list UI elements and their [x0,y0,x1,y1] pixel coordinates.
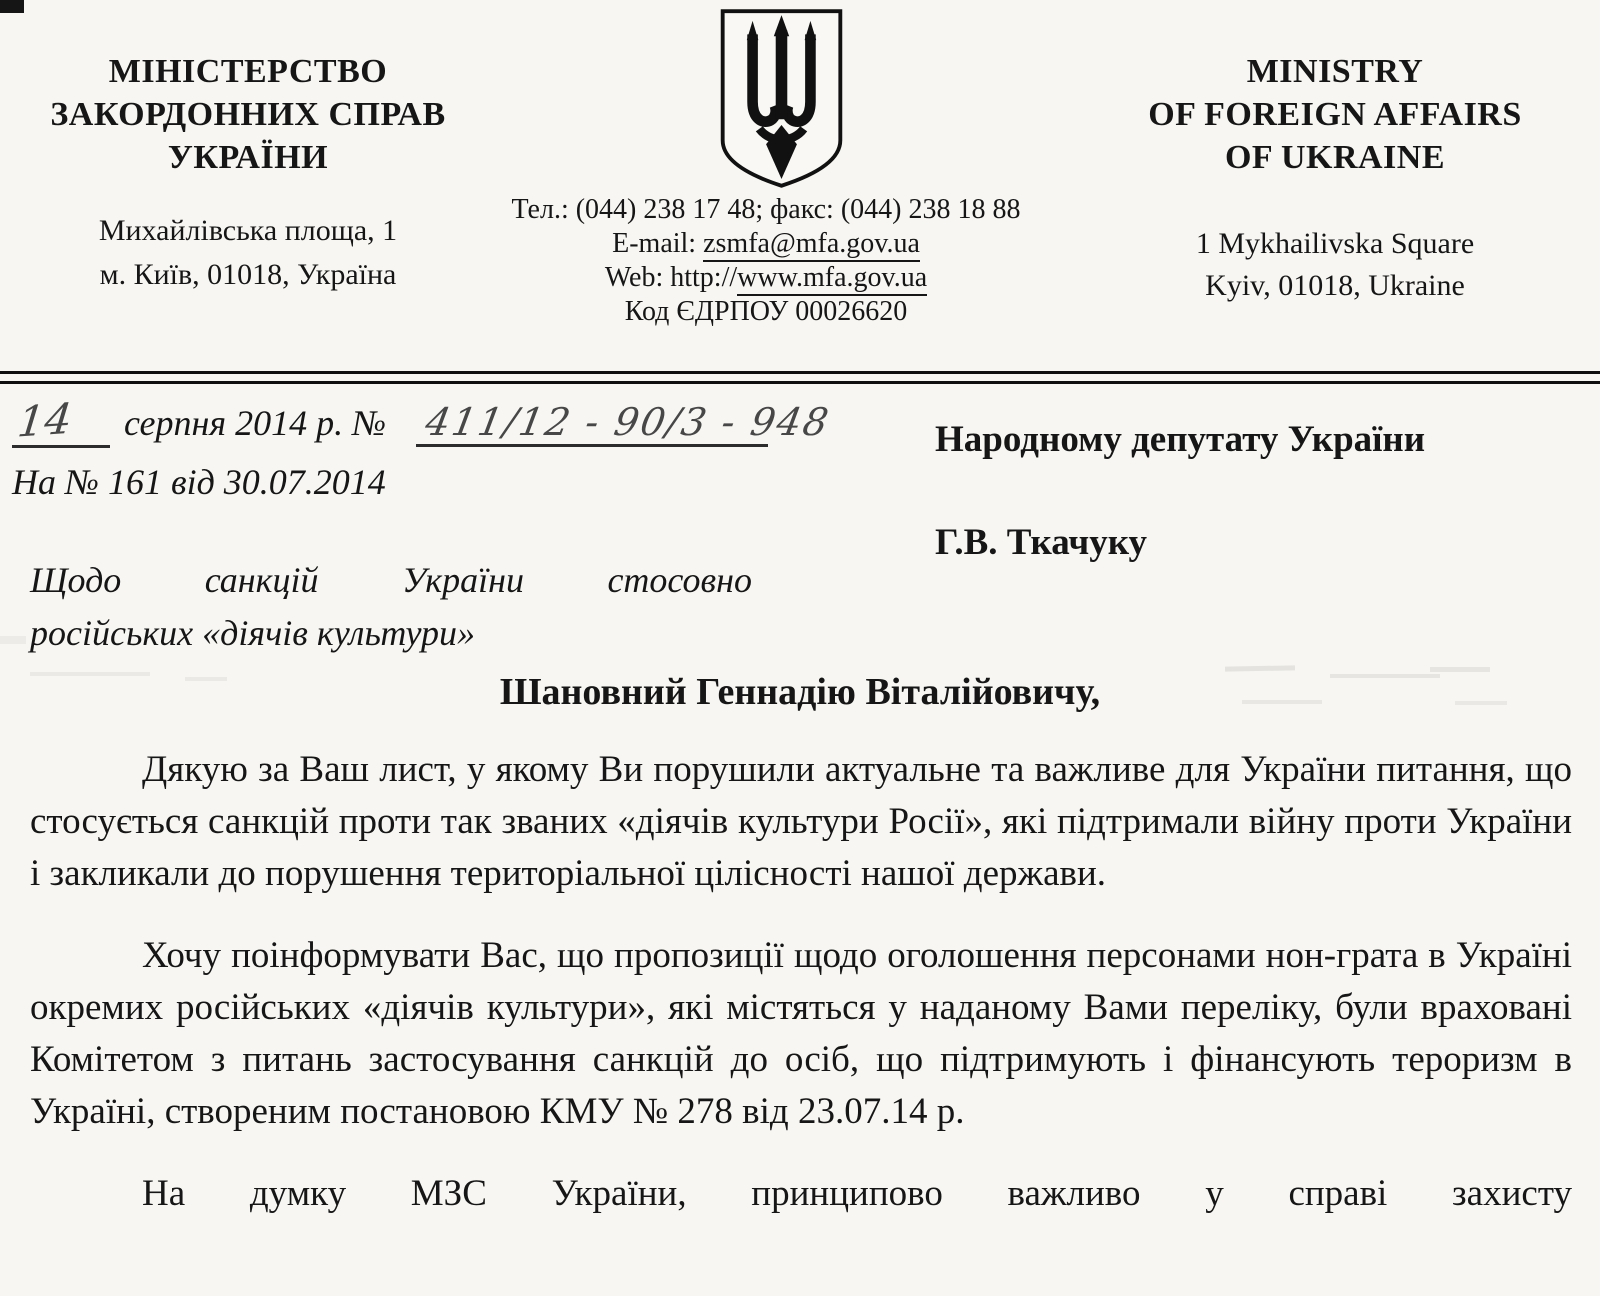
handwritten-outgoing-number: 411/12 - 90/3 - 948 [422,400,834,444]
address-line: Kyiv, 01018, Ukraine [1205,269,1465,302]
handwritten-day: 14 [15,393,75,447]
scan-artifact [1330,674,1440,678]
ministry-address-ukrainian [28,209,468,297]
scan-artifact [1455,701,1507,705]
web-address: www.mfa.gov.ua [737,262,927,296]
recipient-block [935,418,1425,564]
subject-line: російських «діячів культури» [30,613,475,653]
ministry-title-line: OF FOREIGN AFFAIRS [1148,96,1522,133]
date-number-line [12,393,834,448]
scan-artifact [0,636,26,644]
scan-corner-artifact [0,0,24,13]
ukraine-trident-emblem-icon [714,5,849,196]
phone-fax-line: Тел.: (044) 238 17 48; факс: (044) 238 18 88 [511,194,1021,225]
ministry-title-line: MINISTRY [1246,53,1424,90]
ministry-title-line: OF UKRAINE [1224,139,1446,176]
body-paragraph-3-partial: На думку МЗС України, принципово важливо у справі захисту [142,1173,1572,1214]
ministry-contact-block [450,193,1082,329]
salutation: Шановний Геннадію Віталійовичу, [499,671,1101,713]
letter-body [30,744,1572,1220]
recipient-title: Народному депутату України [935,419,1426,460]
letterhead-divider-rule [0,371,1600,384]
ministry-name-ukrainian [28,50,468,297]
printed-date-text: серпня 2014 р. № [124,403,387,443]
scan-artifact [185,677,227,681]
recipient-name: Г.В. Ткачуку [935,522,1147,563]
ministry-name-english [1088,50,1582,307]
ministry-title-line: УКРАЇНИ [167,139,329,176]
scan-artifact [1242,700,1322,704]
ministry-address-english [1088,223,1582,307]
edrpou-line: Код ЄДРПОУ 00026620 [624,296,908,327]
body-paragraph-1: Дякую за Ваш лист, у якому Ви порушили актуальне та важливе для України питання, що стосується санкцій проти так званих «діячів культури Росії», які підтримали війну проти України і закликали до порушення територіальної цілісності нашої держави. [30,749,1572,894]
subject-line: Щодо санкцій України стосовно [30,560,752,600]
web-label: Web: http:// [604,262,738,293]
address-line: м. Київ, 01018, Україна [99,258,397,291]
email-line [450,227,1082,261]
ministry-title-line: ЗАКОРДОННИХ СПРАВ [50,96,446,133]
address-line: 1 Mykhailivska Square [1195,227,1475,260]
scan-artifact [30,672,150,676]
ministry-title-line: МІНІСТЕРСТВО [108,53,388,90]
in-reply-to-line: На № 161 від 30.07.2014 [12,462,386,502]
web-line [450,261,1082,295]
handwritten-number-field [416,400,834,447]
scan-artifact [1430,667,1490,672]
reference-block [12,393,834,503]
subject-block [30,554,752,660]
email-address: zsmfa@mfa.gov.ua [703,228,920,262]
handwritten-day-field [12,393,110,448]
email-label: E-mail: [612,228,704,259]
body-paragraph-2: Хочу поінформувати Вас, що пропозиції щодо оголошення персонами нон-грата в Україні окремих російських «діячів культури», які містяться у наданому Вами переліку, були враховані Комітетом з питань застосування санкцій до осіб, що підтримують і фінансують тероризм в Україні, створеним постановою КМУ № 278 від 23.07.14 р. [30,935,1572,1132]
address-line: Михайлівська площа, 1 [98,214,398,247]
